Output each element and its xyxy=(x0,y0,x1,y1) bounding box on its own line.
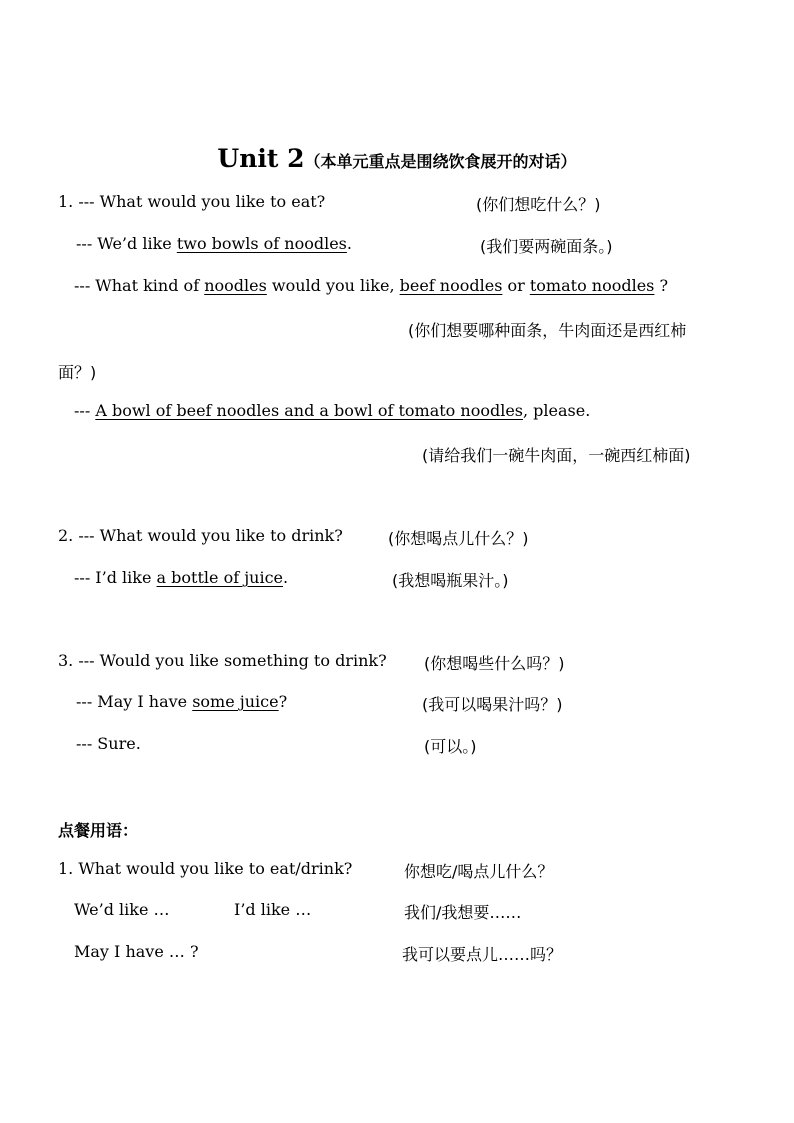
ordering-row-2-english-b: I’d like … xyxy=(234,900,312,919)
underlined-phrase: some juice xyxy=(192,692,279,711)
page-title xyxy=(0,144,794,173)
ordering-row-3-english: May I have … ? xyxy=(74,942,199,961)
s3-question-translation: (你想喝些什么吗？) xyxy=(424,654,565,673)
s1-answer-2-translation: (请给我们一碗牛肉面，一碗西红柿面) xyxy=(422,446,691,465)
underlined-phrase: A bowl of beef noodles and a bowl of tomato noodles xyxy=(95,401,523,420)
s3-answer-1: --- May I have some juice? xyxy=(76,692,288,711)
s3-answer-2-translation: (可以。) xyxy=(424,737,477,756)
s3-answer-2: --- Sure. xyxy=(76,734,141,753)
s1-question-2-translation: (你们想要哪种面条，牛肉面还是西红柿 xyxy=(408,321,687,340)
s1-answer-2: --- A bowl of beef noodles and a bowl of tomato noodles, please. xyxy=(74,401,591,420)
s3-question: 3. --- Would you like something to drink? xyxy=(58,651,387,670)
ordering-row-1-english: 1. What would you like to eat/drink? xyxy=(58,859,353,878)
s2-answer: --- I’d like a bottle of juice. xyxy=(74,568,289,587)
s1-question-2-translation-cont: 面？) xyxy=(58,363,97,382)
ordering-row-3-chinese: 我可以要点儿……吗？ xyxy=(402,945,563,964)
underlined-phrase: two bowls of noodles xyxy=(176,234,347,253)
s3-answer-1-translation: (我可以喝果汁吗？) xyxy=(422,695,563,714)
underlined-phrase: noodles xyxy=(204,276,267,295)
ordering-row-2-chinese: 我们/我想要…… xyxy=(404,903,522,922)
s2-question-translation: (你想喝点儿什么？) xyxy=(388,529,529,548)
ordering-row-2-english-a: We’d like … xyxy=(74,900,170,919)
ordering-row-1-chinese: 你想吃/喝点儿什么？ xyxy=(404,862,554,881)
title-english: Unit 2 xyxy=(217,144,305,173)
s1-question-2: --- What kind of noodles would you like, beef noodles or tomato noodles ? xyxy=(74,276,669,295)
s1-question-1-translation: (你们想吃什么？) xyxy=(476,195,601,214)
s1-answer-1-translation: (我们要两碗面条。) xyxy=(480,237,613,256)
underlined-phrase: a bottle of juice xyxy=(156,568,284,587)
title-chinese: （本单元重点是围绕饮食展开的对话） xyxy=(304,152,577,171)
ordering-heading: 点餐用语： xyxy=(58,821,139,840)
underlined-phrase: beef noodles xyxy=(399,276,503,295)
s2-question: 2. --- What would you like to drink? xyxy=(58,526,343,545)
s1-answer-1: --- We’d like two bowls of noodles. xyxy=(76,234,352,253)
s2-answer-translation: (我想喝瓶果汁。) xyxy=(392,571,509,590)
underlined-phrase: tomato noodles xyxy=(529,276,655,295)
s1-question-1: 1. --- What would you like to eat? xyxy=(58,192,326,211)
